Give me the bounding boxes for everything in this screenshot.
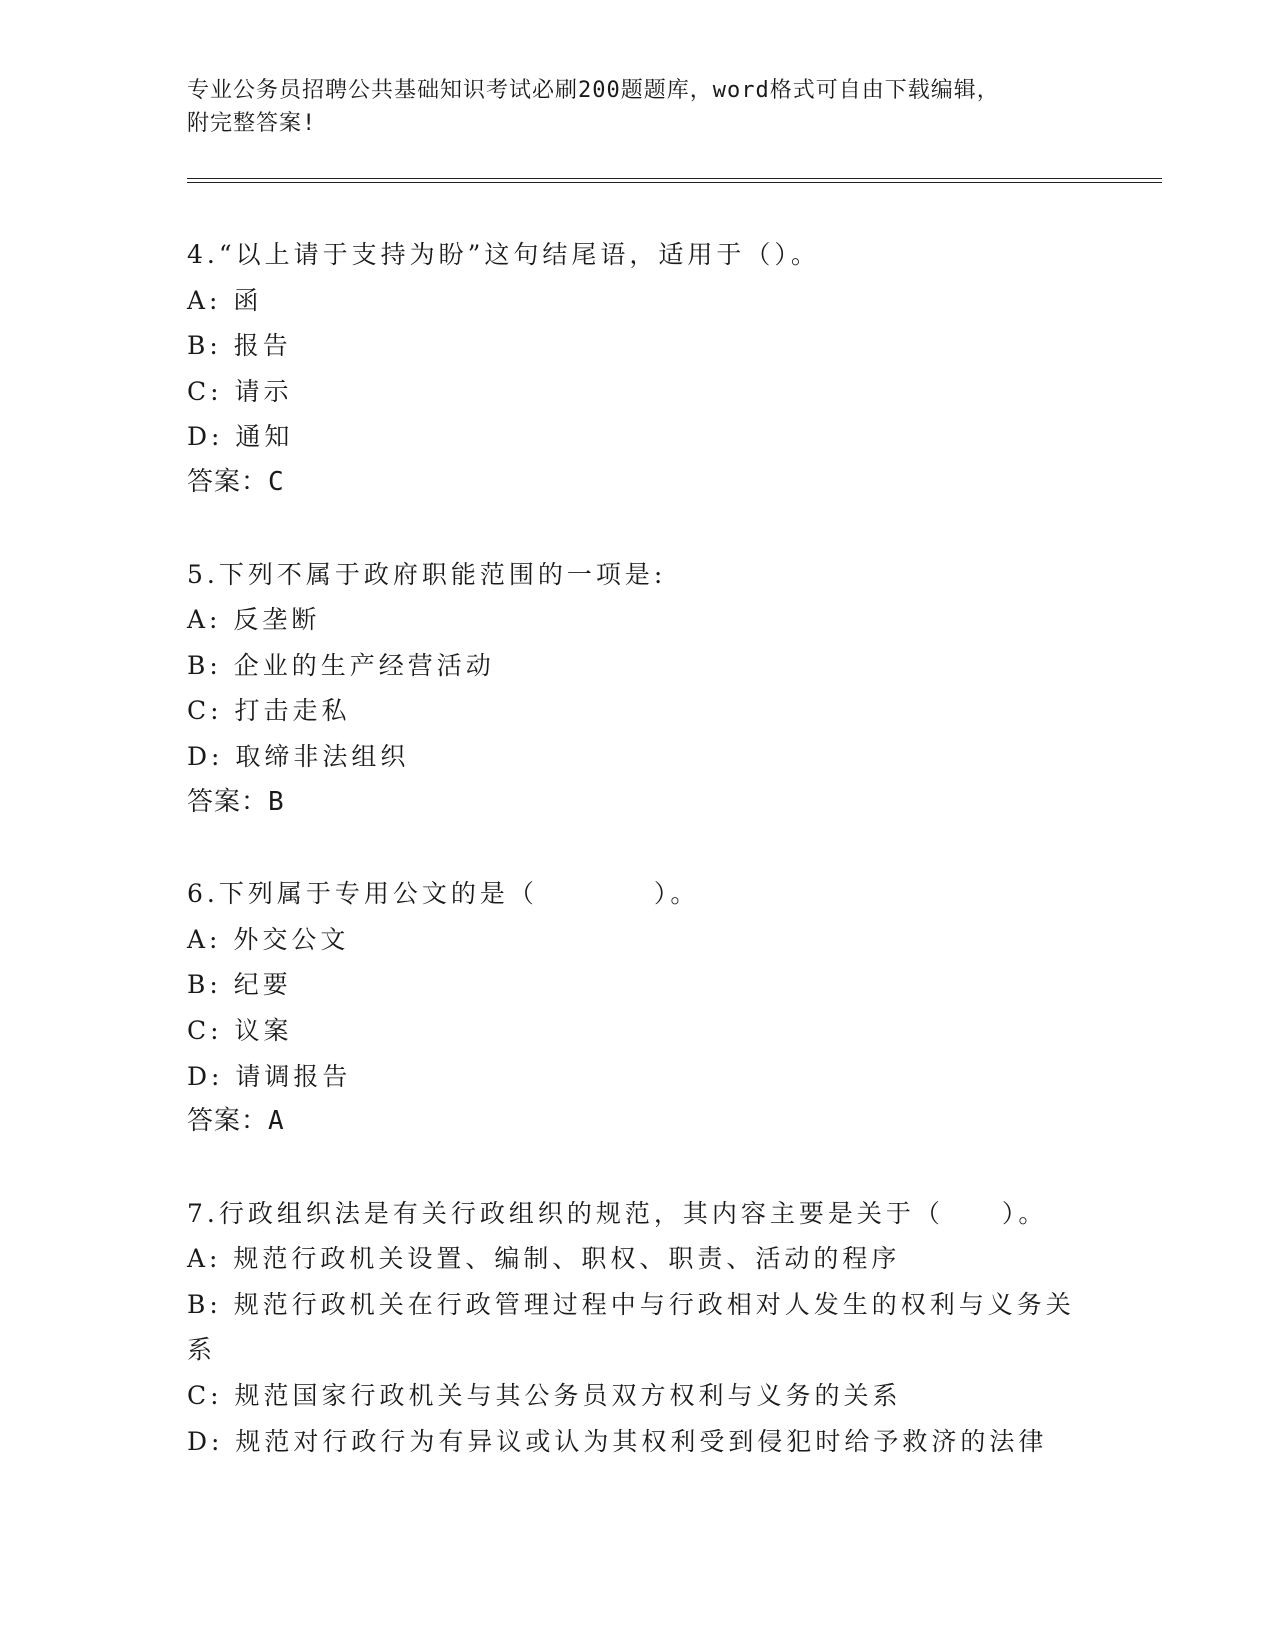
option-a: A: 规范行政机关设置、编制、职权、职责、活动的程序 <box>187 1244 901 1274</box>
option-a: A: 反垄断 <box>187 605 321 635</box>
answer-label: 答案： <box>187 786 269 817</box>
option-b: B: 纪要 <box>187 970 292 1000</box>
option-c: C: 议案 <box>187 1015 293 1045</box>
header-line-2: 附完整答案! <box>187 111 317 136</box>
option-d: D: 取缔非法组织 <box>187 741 410 771</box>
option-a: A: 函 <box>187 285 263 315</box>
question-list <box>187 232 1087 1510</box>
option-d: D: 请调报告 <box>187 1061 352 1091</box>
header-divider <box>187 178 1162 183</box>
option-c: C: 请示 <box>187 376 293 406</box>
option-c: C: 打击走私 <box>187 696 351 726</box>
answer-line <box>187 1099 1087 1145</box>
option-b: B: 规范行政机关在行政管理过程中与行政相对人发生的权利与义务关系 <box>187 1289 1075 1365</box>
question-4 <box>187 232 1087 506</box>
answer-line <box>187 780 1087 826</box>
option-b: B: 报告 <box>187 331 292 361</box>
question-stem: 7.行政组织法是有关行政组织的规范，其内容主要是关于（ ）。 <box>187 1198 1048 1228</box>
answer-value: B <box>268 786 285 817</box>
answer-label: 答案： <box>187 466 269 497</box>
question-stem: 4.“以上请于支持为盼”这句结尾语，适用于（）。 <box>187 240 820 269</box>
question-stem: 6.下列属于专用公文的是（ ）。 <box>187 879 700 909</box>
header-line-1: 专业公务员招聘公共基础知识考试必刷200题题库，word格式可自由下载编辑， <box>187 78 1000 103</box>
answer-value: C <box>268 466 285 497</box>
answer-label: 答案： <box>187 1106 269 1137</box>
question-5 <box>187 552 1087 826</box>
question-stem: 5.下列不属于政府职能范围的一项是: <box>187 559 667 589</box>
option-d: D: 规范对行政行为有异议或认为其权利受到侵犯时给予救济的法律 <box>187 1426 1048 1456</box>
answer-line <box>187 460 1087 506</box>
option-a: A: 外交公文 <box>187 924 350 954</box>
option-d: D: 通知 <box>187 422 294 452</box>
option-b: B: 企业的生产经营活动 <box>187 650 495 680</box>
question-7 <box>187 1191 1087 1465</box>
option-c: C: 规范国家行政机关与其公务员双方权利与义务的关系 <box>187 1381 902 1411</box>
document-header <box>187 74 1087 140</box>
answer-value: A <box>268 1106 285 1137</box>
question-6 <box>187 871 1087 1145</box>
